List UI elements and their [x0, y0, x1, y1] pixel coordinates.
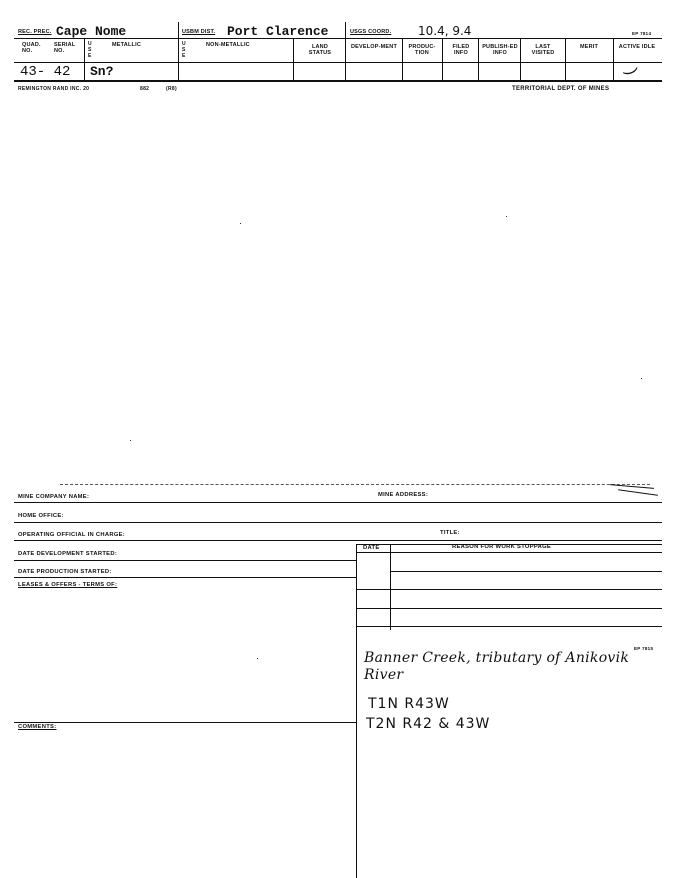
col-merit: MERIT — [579, 44, 599, 50]
col-serial-no: SERIAL NO. — [54, 42, 76, 54]
col-published-info: PUBLISH-ED INFO — [482, 44, 518, 56]
back-form-code: EP 7815 — [634, 646, 654, 651]
col-div — [356, 544, 357, 878]
reason-col-label: REASON FOR WORK STOPPAGE — [452, 544, 552, 550]
rule — [14, 522, 662, 523]
row-metallic: Sn? — [90, 64, 114, 79]
speck — [506, 216, 507, 217]
mine-address-label: MINE ADDRESS: — [378, 492, 429, 498]
note-location: Banner Creek, tributary of Anikovik — [364, 650, 630, 666]
date-col-label: DATE — [363, 545, 380, 551]
col-land-status: LAND STATUS — [308, 44, 332, 56]
speck — [130, 440, 131, 441]
rule — [14, 577, 356, 578]
row-quad-serial: 43- 42 — [20, 64, 71, 80]
rule — [14, 560, 356, 561]
dept-imprint: TERRITORIAL DEPT. OF MINES — [512, 86, 610, 92]
operating-official-label: OPERATING OFFICIAL IN CHARGE: — [18, 532, 126, 538]
rule-bottom — [14, 80, 662, 82]
leases-offers-label: LEASES & OFFERS - TERMS OF: — [18, 582, 118, 588]
col-metallic: METALLIC — [112, 42, 141, 48]
note-township-2: T2N R42 & 43W — [366, 716, 491, 732]
printer-code-1: 882 — [140, 86, 150, 92]
col-quad-no: QUAD. NO. — [22, 42, 41, 54]
usgs-coord-value: 10.4, 9.4 — [418, 24, 472, 38]
col-use-1: U S E — [88, 41, 92, 59]
lower-card — [0, 470, 678, 810]
rec-prec-value: Cape Nome — [56, 24, 127, 39]
speck — [240, 223, 241, 224]
col-div — [390, 544, 391, 630]
col-active-idle: ACTIVE IDLE — [618, 44, 656, 50]
comments-label: COMMENTS: — [18, 724, 57, 730]
top-card — [0, 0, 678, 100]
card-edge-curl-2 — [618, 489, 658, 496]
col-div — [402, 38, 403, 80]
rule — [356, 626, 662, 627]
rule — [14, 722, 356, 723]
rule — [14, 502, 662, 503]
home-office-label: HOME OFFICE: — [18, 513, 64, 519]
col-development: DEVELOP-MENT — [350, 44, 398, 50]
col-production: PRODUC-TION — [408, 44, 436, 56]
col-last-visited: LAST VISITED — [531, 44, 555, 56]
form-code: EP 7814 — [632, 31, 652, 36]
col-div — [478, 38, 479, 80]
note-township-1: T1N R43W — [368, 696, 450, 712]
note-location-cont: River — [364, 667, 404, 683]
col-div — [345, 22, 346, 80]
col-div — [565, 38, 566, 80]
date-prod-started-label: DATE PRODUCTION STARTED: — [18, 569, 112, 575]
rule — [356, 552, 662, 553]
rule — [356, 589, 662, 590]
usbm-dist-value: Port Clarence — [227, 24, 329, 39]
speck — [641, 378, 642, 379]
col-filed-info: FILED INFO — [452, 44, 470, 56]
printer-code-2: (R8) — [166, 86, 177, 92]
col-div — [293, 38, 294, 80]
col-use-2: U S E — [182, 41, 186, 59]
row-active-idle-mark: ) — [622, 66, 641, 78]
col-div — [520, 38, 521, 80]
rule — [356, 608, 662, 609]
rec-prec-label: REC. PREC. — [18, 29, 52, 35]
col-non-metallic: NON-METALLIC — [206, 42, 250, 48]
col-div — [442, 38, 443, 80]
date-dev-started-label: DATE DEVELOPMENT STARTED: — [18, 551, 118, 557]
printer-imprint: REMINGTON RAND INC. 20 — [18, 86, 90, 92]
usbm-dist-label: USBM DIST. — [182, 29, 216, 35]
rule — [14, 540, 662, 541]
card-edge — [60, 484, 650, 485]
usgs-coord-label: USGS COORD. — [350, 29, 392, 35]
col-div — [178, 22, 179, 80]
col-div — [84, 38, 85, 80]
title-label: TITLE: — [440, 530, 460, 536]
col-div — [613, 38, 614, 80]
rule — [390, 571, 662, 572]
mine-company-name-label: MINE COMPANY NAME: — [18, 494, 90, 500]
